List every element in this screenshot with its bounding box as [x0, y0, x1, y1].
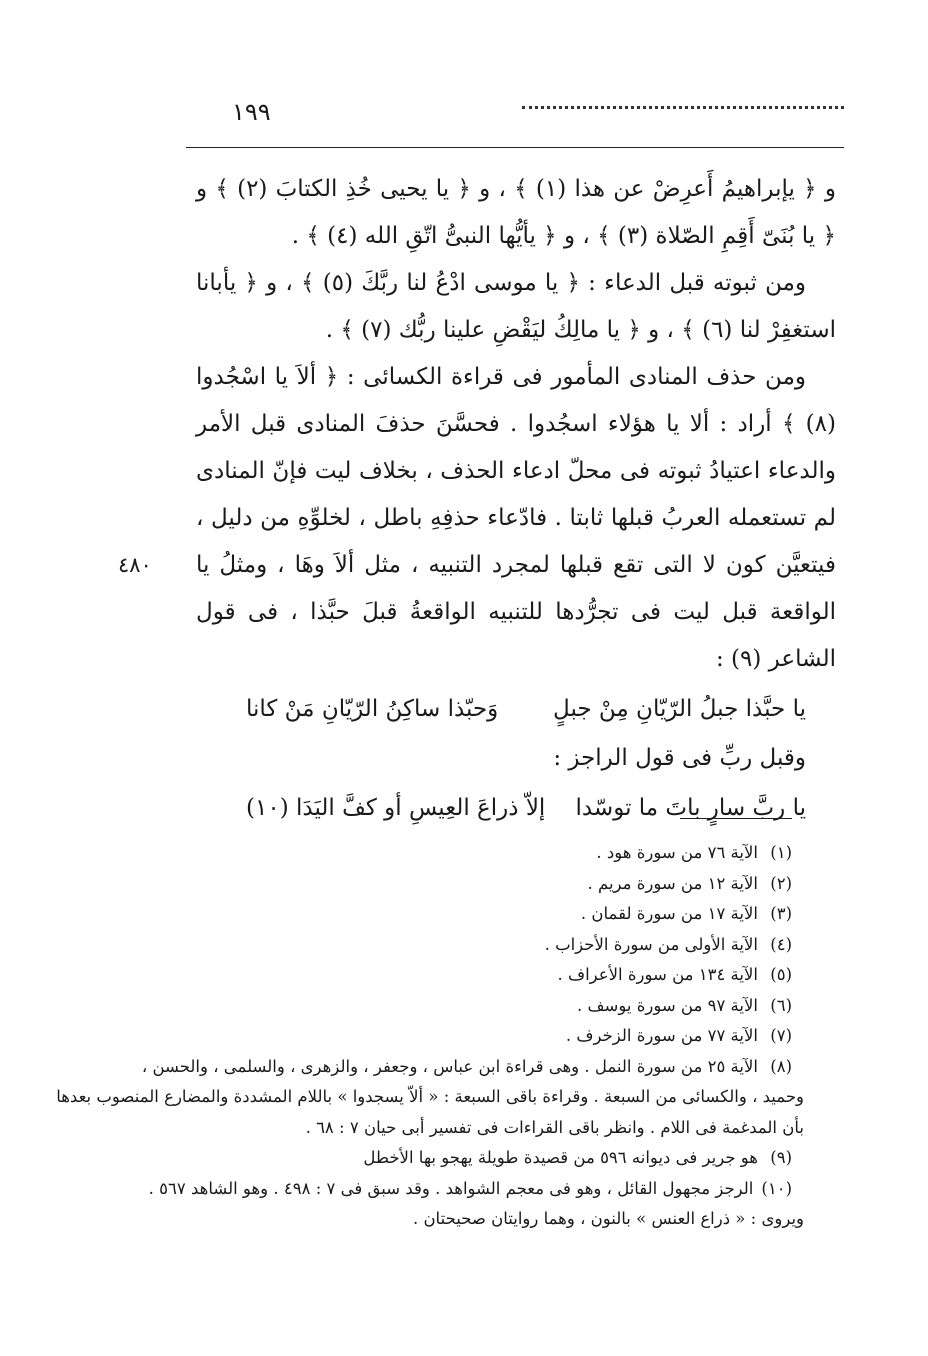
footnote-text: الآية ١٣٤ من سورة الأعراف . — [557, 965, 758, 984]
footnote-continuation — [186, 1113, 804, 1144]
footnote-number: (٤) — [770, 934, 792, 954]
verse-2-first-hemistich: يا ربَّ سارٍ باتَ ما توسّدا — [575, 795, 806, 821]
footnote — [141, 1052, 792, 1083]
footnote-continuation — [56, 1082, 804, 1113]
footnote — [186, 991, 792, 1022]
margin-page-reference: ٤٨٠ — [118, 553, 152, 577]
footnote — [186, 838, 792, 869]
footnotes — [56, 838, 804, 1235]
footnote-text: الآية ٧٧ من سورة الزخرف . — [565, 1026, 758, 1045]
footnote — [186, 899, 792, 930]
verse-2 — [246, 782, 806, 834]
header-dotted-line — [522, 106, 844, 109]
paragraph-4: وقبل ربِّ فى قول الراجز : — [553, 745, 806, 771]
footnote-number: (١٠) — [761, 1178, 792, 1198]
footnote — [186, 930, 792, 961]
footnote-separator — [680, 818, 792, 819]
footnote-number: (٧) — [770, 1026, 792, 1045]
footnote-text: الآية ١٢ من سورة مريم . — [587, 873, 758, 893]
header-rule — [186, 147, 844, 148]
footnote — [148, 1174, 792, 1205]
footnote-text: بأن المدغمة فى اللام . وانظر باقى القراءات فى تفسير أبى حيان ٧ : ٦٨ . — [305, 1117, 804, 1137]
footnote — [186, 960, 792, 991]
footnote-continuation — [186, 1204, 804, 1235]
footnote-number: (٩) — [770, 1148, 792, 1167]
footnote-number: (٥) — [770, 965, 792, 984]
page-number: ١٩٩ — [232, 98, 271, 126]
footnote-number: (٢) — [770, 873, 792, 893]
paragraph-3: ومن حذف المنادى المأمور فى قراءة الكسائى : ﴿ ألاَ يا اسْجُدوا (٨) ﴾ أراد : ألا يا هؤلاء اسجُدوا . فحسَّنَ حذفَ المنادى قبل الأمر والدعاء اعتيادُ ثبوته فى محلّ ادعاء الحذف ، بخلاف ليت فإنّ المنادى لم تستعمله العربُ قبلها ثابتا . فادّعاء حذفِهِ باطل ، لخلوِّهِ من دليل ، فيتعيَّن كون لا التى تقع قبلها لمجرد التنبيه ، مثل ألاَ وهَا ، ومثلُ يا الواقعة قبل ليت فى تجرُّدها للتنبيه الواقعةُ قبلَ حبَّذا ، فى قول الشاعر (٩) : — [196, 364, 836, 672]
footnote-text: الآية ١٧ من سورة لقمان . — [580, 904, 758, 923]
verse-1-second-hemistich: وَحبّذا ساكِنُ الرّيّانِ مَنْ كانا — [246, 696, 499, 722]
footnote-text: الرجز مجهول القائل ، وهو فى معجم الشواهد . وقد سبق فى ٧ : ٤٩٨ . وهو الشاهد ٥٦٧ . — [148, 1178, 754, 1198]
footnote-text: الآية ٧٦ من سورة هود . — [596, 843, 758, 862]
footnote-number: (١) — [770, 843, 792, 862]
footnote-number: (٦) — [770, 995, 792, 1015]
footnote-text: الآية ٩٧ من سورة يوسف . — [576, 995, 758, 1015]
main-text — [196, 166, 836, 834]
verse-2-second-hemistich: إلاّ ذراعَ العِيسِ أو كفَّ اليَدَا (١٠) — [246, 795, 546, 821]
footnote-text: وحميد ، والكسائى من السبعة . وقراءة باقى السبعة : « ألاّ يسجدوا » باللام المشددة والمضارع المنصوب بعدها — [56, 1087, 804, 1106]
footnote-text: الآية الأولى من سورة الأحزاب . — [544, 934, 758, 954]
paragraph-1: و ﴿ يإبراهيمُ أَعرِضْ عن هذا (١) ﴾ ، و ﴿ يا يحيى خُذِ الكتابَ (٢) ﴾ و ﴿ يا بُنَىّ أَقِمِ الصّلاة (٣) ﴾ ، و ﴿ يأيُّها النبىُّ اتّقِ الله (٤) ﴾ . — [196, 176, 836, 249]
footnote-text: هو جرير فى ديوانه ٥٩٦ من قصيدة طويلة يهجو بها الأخطل — [363, 1148, 758, 1167]
footnote-text: الآية ٢٥ من سورة النمل . وهى قراءة ابن عباس ، وجعفر ، والزهرى ، والسلمى ، والحسن ، — [141, 1056, 758, 1076]
verse-1-first-hemistich: يا حبَّذا جبلُ الرّيّانِ مِنْ جبلٍ — [553, 696, 806, 722]
footnote — [186, 1021, 792, 1052]
verse-1 — [246, 683, 806, 735]
footnote-text: ويروى : « ذراع العنس » بالنون ، وهما روايتان صحيحتان . — [412, 1209, 804, 1228]
footnote-number: (٨) — [770, 1056, 792, 1076]
paragraph-2: ومن ثبوته قبل الدعاء : ﴿ يا موسى ادْعُ لنا ربَّكَ (٥) ﴾ ، و ﴿ يأبانا استغفِرْ لنا (٦) ﴾ ، و ﴿ يا مالِكُ ليَقْضِ علينا ربُّك (٧) ﴾ . — [196, 270, 836, 343]
footnote — [186, 1143, 792, 1174]
footnote-number: (٣) — [770, 904, 792, 923]
footnote — [186, 869, 792, 900]
